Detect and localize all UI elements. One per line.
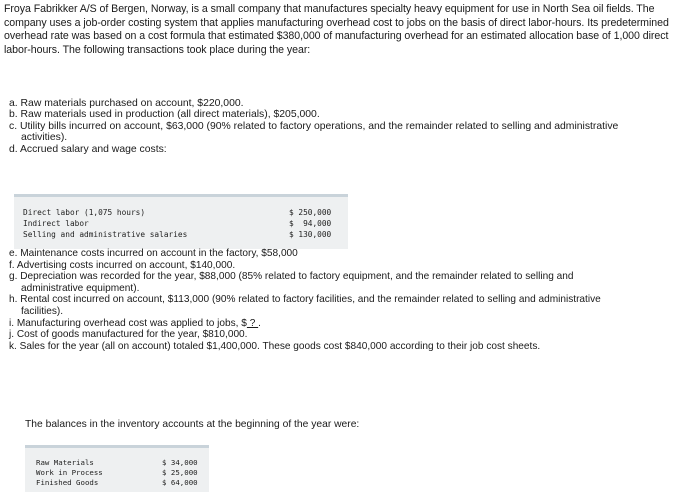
- list-item: a. Raw materials purchased on account, $220,000.: [9, 98, 244, 109]
- row-label: Indirect labor: [23, 219, 89, 228]
- list-item: d. Accrued salary and wage costs:: [9, 143, 167, 155]
- salary-wage-table: [14, 194, 348, 249]
- transactions-a-to-d: [9, 98, 699, 155]
- answer-blank[interactable]: ?: [246, 317, 259, 329]
- row-amount: $ 94,000: [289, 219, 332, 228]
- row-label: Raw Materials: [36, 458, 94, 467]
- list-item: j. Cost of goods manufactured for the year, $810,000.: [9, 329, 248, 341]
- list-item: h. Rental cost incurred on account, $113,000 (90% related to factory facilities, and the remainder related to selling and administrative: [9, 294, 601, 306]
- list-item: i. Manufacturing overhead cost was applied to jobs, $ ? .: [9, 317, 261, 329]
- list-item: e. Maintenance costs incurred on account in the factory, $58,000: [9, 248, 298, 259]
- row-amount: $ 250,000: [289, 208, 332, 217]
- list-item: g. Depreciation was recorded for the year, $88,000 (85% related to factory equipment, and the remainder related to selling and: [9, 271, 574, 283]
- list-item: f. Advertising costs incurred on account, $140,000.: [9, 259, 236, 271]
- row-label: Finished Goods: [36, 478, 99, 487]
- row-amount: $ 130,000: [289, 230, 332, 239]
- list-item: b. Raw materials used in production (all direct materials), $205,000.: [9, 109, 320, 121]
- problem-intro: Froya Fabrikker A/S of Bergen, Norway, is a small company that manufactures specialty heavy equipment for use in North Sea oil fields. The company uses a job-order costing system that applies manufacturing overhead cost to jobs on the basis of direct labor-hours. Its predetermined overhead rate was based on a cost formula that estimated $380,000 of manufacturing overhead for an estimated allocation base of 1,000 direct labor-hours. The following transactions took place during the year:: [4, 3, 669, 56]
- transactions-e-to-k: [9, 248, 699, 352]
- row-label: Work in Process: [36, 468, 103, 477]
- row-amount: $ 64,000: [162, 478, 198, 487]
- list-item: c. Utility bills incurred on account, $63,000 (90% related to factory operations, and the remainder related to selling and administrative: [9, 120, 619, 132]
- row-label: Selling and administrative salaries: [23, 230, 188, 239]
- row-amount: $ 34,000: [162, 458, 198, 467]
- list-item-continuation: facilities).: [21, 305, 64, 317]
- list-item-continuation: activities).: [21, 132, 68, 144]
- row-amount: $ 25,000: [162, 468, 198, 477]
- inventory-balances-table: [25, 445, 209, 492]
- balances-intro: The balances in the inventory accounts at the beginning of the year were:: [25, 419, 360, 430]
- row-label: Direct labor (1,075 hours): [23, 208, 146, 217]
- list-item-continuation: administrative equipment).: [21, 282, 140, 294]
- list-item: k. Sales for the year (all on account) totaled $1,400,000. These goods cost $840,000 according to their job cost sheets.: [9, 340, 541, 352]
